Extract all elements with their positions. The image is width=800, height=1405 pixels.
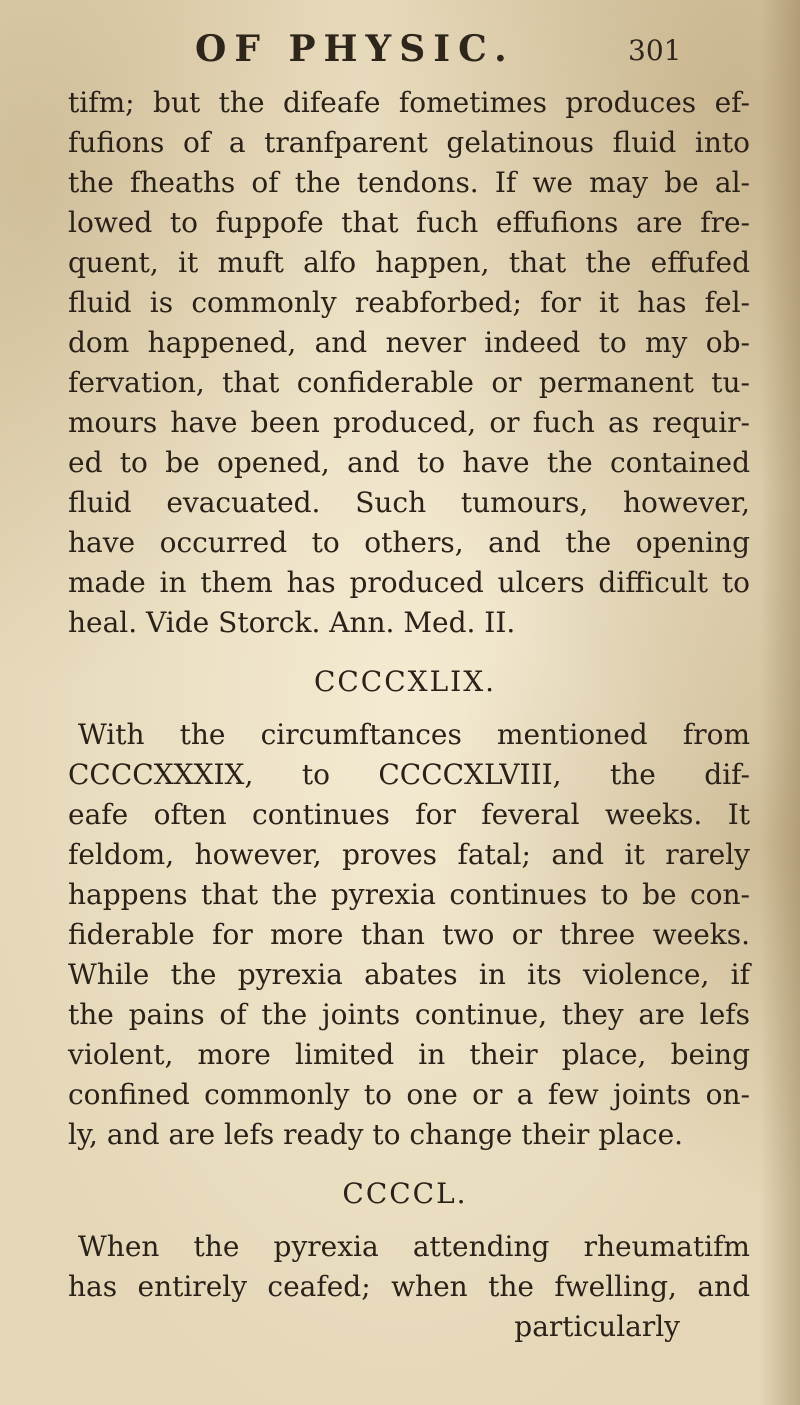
text-line: heal. Vide Storck. Ann. Med. II. — [68, 606, 516, 639]
text-line: ed to be opened, and to have the contained — [68, 446, 750, 479]
text-line: made in them has produced ulcers difficult to — [68, 566, 750, 599]
text-line: has entirely ceafed; when the fwelling, and — [68, 1270, 750, 1303]
text-line: mours have been produced, or fuch as requir- — [68, 406, 750, 439]
page-number: 301 — [628, 34, 682, 67]
text-line: dom happened, and never indeed to my ob- — [68, 326, 750, 359]
section-heading: CCCCXLIX. — [313, 665, 497, 698]
text-line: While the pyrexia abates in its violence, if — [68, 958, 750, 991]
text-line: eafe often continues for feveral weeks. It — [68, 798, 750, 831]
catchword: particularly — [514, 1310, 680, 1343]
text-line: have occurred to others, and the opening — [68, 526, 750, 559]
section-heading: CCCCL. — [342, 1177, 468, 1210]
text-line: fluid evacuated. Such tumours, however, — [68, 486, 750, 519]
text-line: fiderable for more than two or three weeks. — [68, 918, 750, 951]
text-line: When the pyrexia attending rheumatifm — [78, 1230, 750, 1263]
text-line: fufions of a tranfparent gelatinous fluid into — [68, 126, 750, 159]
text-line: confined commonly to one or a few joints on- — [68, 1078, 750, 1111]
text-line: the fheaths of the tendons. If we may be al- — [68, 166, 750, 199]
text-line: fluid is commonly reabforbed; for it has fel- — [68, 286, 750, 319]
text-line: fervation, that confiderable or permanent tu- — [68, 366, 750, 399]
text-line: violent, more limited in their place, being — [68, 1038, 750, 1071]
body-text — [60, 83, 750, 1347]
text-line: CCCCXXXIX, to CCCCXLVIII, the dif- — [68, 758, 750, 791]
text-line: With the circumftances mentioned from — [78, 718, 750, 751]
text-line: feldom, however, proves fatal; and it rarely — [68, 838, 750, 871]
text-line: quent, it muft alfo happen, that the effufed — [68, 246, 750, 279]
text-line: happens that the pyrexia continues to be con- — [68, 878, 750, 911]
running-head — [0, 28, 800, 78]
running-title: OF PHYSIC. — [195, 28, 515, 70]
text-line: lowed to fuppofe that fuch effufions are fre- — [68, 206, 750, 239]
text-line: the pains of the joints continue, they are lefs — [68, 998, 750, 1031]
page-edge-shadow — [760, 0, 800, 1405]
text-line: ly, and are lefs ready to change their place. — [68, 1118, 684, 1151]
text-line: tifm; but the difeafe fometimes produces ef- — [68, 86, 750, 119]
